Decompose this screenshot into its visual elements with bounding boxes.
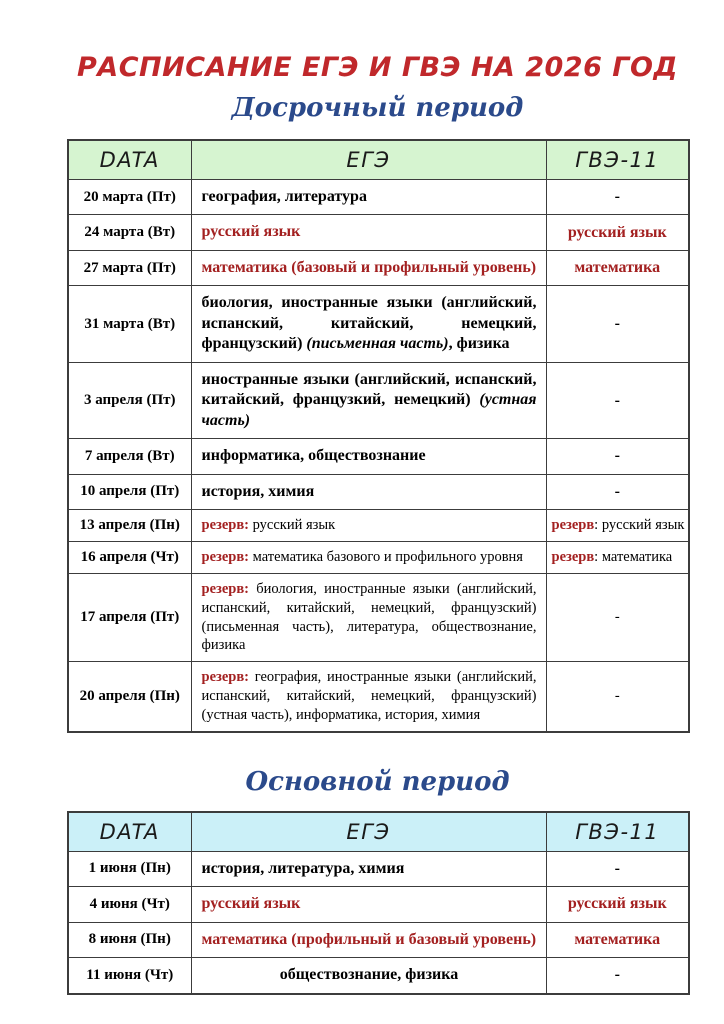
text-segment: русский язык: [201, 223, 301, 241]
date-cell: 16 апреля (Чт): [68, 542, 191, 574]
ege-cell: [191, 958, 546, 994]
text-segment: биология, иностранные языки (английский, испанский, китайский, немецкий, французский): [201, 294, 537, 353]
text-segment: информатика, обществознание: [201, 447, 426, 465]
text-segment: (устная часть): [201, 391, 537, 429]
header-row: [68, 812, 689, 852]
gve-cell: [546, 215, 689, 250]
column-header-gve: ГВЭ-11: [546, 140, 689, 180]
text-segment: -: [614, 391, 620, 409]
gve-cell: [546, 439, 689, 474]
text-segment: русский язык: [567, 895, 667, 913]
date-cell: 27 марта (Пт): [68, 250, 191, 285]
date-cell: 24 марта (Вт): [68, 215, 191, 250]
text-segment: -: [614, 447, 620, 465]
text-segment: резерв:: [201, 669, 249, 686]
ege-cell: [191, 474, 546, 509]
table-row: [68, 922, 689, 957]
text-segment: обществознание, физика: [279, 966, 459, 984]
date-cell: 4 июня (Чт): [68, 887, 191, 922]
date-cell: 7 апреля (Вт): [68, 439, 191, 474]
text-segment: русский язык: [567, 223, 667, 241]
gve-cell: [546, 510, 689, 542]
ege-cell: [191, 542, 546, 574]
main-table-header: [68, 812, 689, 852]
date-cell: 31 марта (Вт): [68, 286, 191, 362]
table-row: [68, 851, 689, 886]
text-segment: биология, иностранные языки (английский, испанский, китайский, немецкий, французский) (письменная часть), литература, обществознание, физика: [201, 580, 537, 654]
text-segment: история, литература, химия: [201, 859, 405, 877]
table-row: [68, 542, 689, 574]
text-segment: : математика: [594, 549, 673, 565]
text-segment: резерв:: [201, 580, 249, 597]
date-cell: 10 апреля (Пт): [68, 474, 191, 509]
header-row: [68, 140, 689, 180]
text-segment: география, иностранные языки (английский, испанский, китайский, немецкий, французский) (устная часть), информатика, история, химия: [201, 669, 537, 723]
column-header-ege: ЕГЭ: [191, 140, 546, 180]
text-segment: резерв:: [201, 549, 249, 565]
gve-cell: [546, 958, 689, 994]
ege-cell: [191, 286, 546, 362]
table-row: [68, 215, 689, 250]
table-row: [68, 180, 689, 215]
gve-cell: [546, 542, 689, 574]
text-segment: русский язык: [249, 517, 336, 534]
column-header-ege: ЕГЭ: [191, 812, 546, 852]
text-segment: математика: [574, 259, 661, 277]
text-segment: резерв: [551, 517, 595, 534]
table-row: [68, 510, 689, 542]
ege-cell: [191, 573, 546, 661]
text-segment: : русский язык: [594, 517, 685, 534]
ege-cell: [191, 180, 546, 215]
date-cell: 20 марта (Пт): [68, 180, 191, 215]
gve-cell: [546, 362, 689, 438]
date-cell: 3 апреля (Пт): [68, 362, 191, 438]
gve-cell: [546, 573, 689, 661]
early-period-table: [67, 139, 690, 733]
early-table-body: [68, 180, 689, 732]
table-row: [68, 887, 689, 922]
text-segment: математика базового и профильного уровня: [249, 549, 523, 565]
gve-cell: [546, 286, 689, 362]
ege-cell: [191, 922, 546, 957]
table-row: [68, 250, 689, 285]
column-header-date: DATA: [68, 140, 191, 180]
gve-cell: [546, 887, 689, 922]
text-segment: -: [614, 482, 620, 500]
gve-cell: [546, 474, 689, 509]
document-page: [67, 0, 688, 995]
text-segment: математика (базовый и профильный уровень): [201, 258, 537, 276]
column-header-date: DATA: [68, 812, 191, 852]
main-period-table: [67, 811, 690, 995]
gve-cell: [546, 180, 689, 215]
gve-cell: [546, 851, 689, 886]
text-segment: иностранные языки (английский, испанский, китайский, французкий, немецкий): [201, 370, 537, 409]
table-row: [68, 573, 689, 661]
gve-cell: [546, 250, 689, 285]
gve-cell: [546, 922, 689, 957]
text-segment: математика (профильный и базовый уровень): [201, 930, 537, 948]
date-cell: 1 июня (Пн): [68, 851, 191, 886]
text-segment: история, химия: [201, 482, 315, 500]
text-segment: -: [614, 688, 620, 705]
text-segment: математика: [574, 930, 661, 948]
section-early-subtitle: Досрочный период: [231, 93, 524, 123]
ege-cell: [191, 439, 546, 474]
ege-cell: [191, 250, 546, 285]
page-title: РАСПИСАНИЕ ЕГЭ И ГВЭ НА 2026 ГОД: [77, 52, 678, 83]
text-segment: -: [614, 966, 620, 984]
table-row: [68, 286, 689, 362]
main-table-body: [68, 851, 689, 993]
text-segment: русский язык: [201, 895, 301, 913]
section-main-subtitle: Основной период: [245, 766, 510, 797]
date-cell: 17 апреля (Пт): [68, 573, 191, 661]
text-segment: -: [614, 609, 620, 626]
date-cell: 13 апреля (Пн): [68, 510, 191, 542]
text-segment: резерв:: [201, 517, 249, 534]
text-segment: -: [614, 315, 620, 333]
date-cell: 11 июня (Чт): [68, 958, 191, 994]
column-header-gve: ГВЭ-11: [546, 812, 689, 852]
date-cell: 20 апреля (Пн): [68, 662, 191, 732]
text-segment: резерв: [551, 549, 595, 565]
table-row: [68, 662, 689, 732]
ege-cell: [191, 662, 546, 732]
table-row: [68, 958, 689, 994]
date-cell: 8 июня (Пн): [68, 922, 191, 957]
ege-cell: [191, 362, 546, 438]
ege-cell: [191, 215, 546, 250]
gve-cell: [546, 662, 689, 732]
text-segment: (письменная часть): [306, 335, 449, 353]
text-segment: география, литература: [201, 188, 367, 205]
ege-cell: [191, 510, 546, 542]
ege-cell: [191, 851, 546, 886]
text-segment: , физика: [448, 335, 510, 353]
table-row: [68, 439, 689, 474]
table-row: [68, 474, 689, 509]
text-segment: -: [614, 859, 620, 877]
text-segment: -: [614, 188, 620, 206]
early-table-header: [68, 140, 689, 180]
ege-cell: [191, 887, 546, 922]
table-row: [68, 362, 689, 438]
